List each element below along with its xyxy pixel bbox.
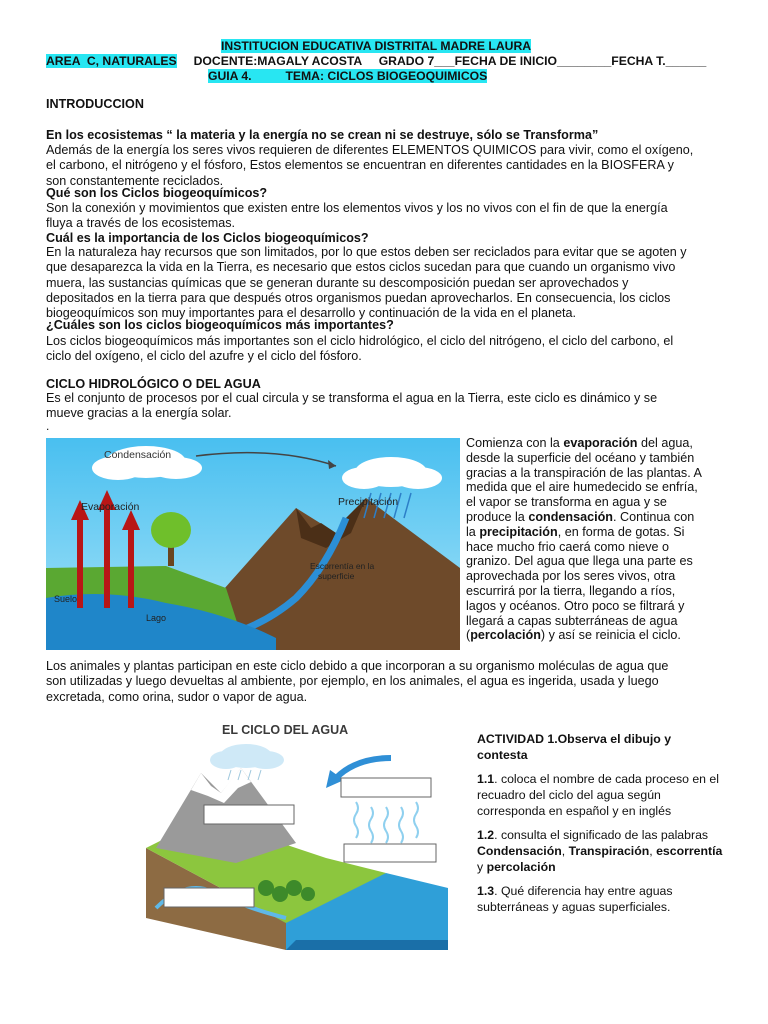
water-cycle-heading: CICLO HIDROLÓGICO O DEL AGUA — [46, 377, 261, 391]
school-title: INSTITUCION EDUCATIVA DISTRITAL MADRE LAURA — [221, 39, 532, 53]
water-cycle-diagram — [46, 438, 460, 650]
answer-box-1[interactable] — [204, 805, 294, 824]
intro-heading: INTRODUCCION — [46, 97, 144, 111]
question-2: Cuál es la importancia de los Ciclos biogeoquímicos? — [46, 231, 369, 245]
animals-paragraph: Los animales y plantas participan en este ciclo debido a que incorporan a su organismo moléculas de agua que son utilizadas y luego devueltas al ambiente, por ejemplo, en los animales, el agua es ingerida, usada y luego excretada, como orina, sudor o vapor de agua. — [46, 659, 669, 704]
activity-title: ACTIVIDAD 1.Observa el dibujo y contesta — [477, 732, 672, 762]
evaporation-arrow — [336, 758, 391, 778]
activity-item-3: 1.3. Qué diferencia hay entre aguas subterráneas y aguas superficiales. — [477, 884, 673, 914]
answer-box-4[interactable] — [164, 888, 254, 907]
rain-cloud — [210, 744, 284, 769]
label-lake: Lago — [146, 613, 167, 623]
vapor-lines — [354, 802, 418, 843]
label-evaporation: Evaporación — [81, 501, 140, 513]
intro-paragraph: Además de la energía los seres vivos requieren de diferentes ELEMENTOS QUIMICOS para vivir, como el oxígeno, el carbono, el nitrógeno y el fósforo, Estos elementos se encuentran en diferentes cantidades en la BIOSFERA y son constantemente reciclados. — [46, 143, 694, 188]
tree-crown — [151, 512, 191, 548]
answer-2: En la naturaleza hay recursos que son limitados, por lo que estos deben ser reciclados para evitar que se agoten y que desaparezca la vida en la Tierra, es necesario que estos ciclos sucedan para que cuando un organismo vivo muera, las sustancias químicas que se generan durante su descomposición puedan ser aprovechados y depositados en la tierra para que después otros organismos puedan aprovecharlos. En consecuencia, los ciclos biogeoquímicos son muy importantes para el desarrollo y continuación de la vida en el planeta. — [46, 245, 687, 321]
answer-3: Los ciclos biogeoquímicos más importantes son el ciclo hidrológico, el ciclo del nitrógeno, el ciclo del carbono, el ciclo del oxígeno, el ciclo del azufre y el ciclo del fósforo. — [46, 334, 674, 364]
intro-quote: En los ecosistemas “ la materia y la energía no se crean ni se destruye, sólo se Transforma” — [46, 128, 599, 142]
label-runoff-line1: Escorrentía en la — [310, 561, 375, 571]
activity-section — [477, 731, 725, 923]
diagram-title: EL CICLO DEL AGUA — [222, 723, 349, 737]
guide-topic-row — [208, 69, 487, 84]
activity-item-1: 1.1. coloca el nombre de cada proceso en el recuadro del ciclo del agua según corresponda en español y en inglés — [477, 772, 720, 818]
answer-box-3[interactable] — [344, 844, 436, 862]
label-soil: Suelo — [54, 594, 78, 604]
answer-box-2[interactable] — [341, 778, 431, 797]
header-info-row — [46, 54, 706, 69]
area-label: AREA C, NATURALES — [46, 54, 177, 68]
question-3: ¿Cuáles son los ciclos biogeoquímicos más importantes? — [46, 318, 394, 332]
question-1: Qué son los Ciclos biogeoquímicos? — [46, 186, 268, 200]
stray-dot: . — [46, 419, 50, 433]
activity-item-2: 1.2. consulta el significado de las palabras Condensación, Transpiración, escorrentía y percolación — [477, 828, 723, 874]
teacher-grade-dates: DOCENTE:MAGALY ACOSTA GRADO 7___FECHA DE INICIO________FECHA T.______ — [193, 54, 707, 68]
label-precipitation: Precipitación — [338, 496, 399, 508]
guide-number: GUIA 4. — [208, 69, 252, 83]
topic-title: TEMA: CICLOS BIOGEOQUIMICOS — [285, 69, 488, 83]
water-cycle-intro: Es el conjunto de procesos por el cual circula y se transforma el agua en la Tierra, este ciclo es dinámico y se mueve gracias a la energía solar. — [46, 391, 658, 421]
label-condensation: Condensación — [104, 449, 172, 461]
label-runoff-line2: superficie — [318, 571, 355, 581]
water-cycle-explanation: Comienza con la evaporación del agua, desde la superficie del océano y también gracias a la transpiración de las plantas. A medida que el aire humedecido se enfría, el vapor se transforma en agua y se produce la condensación. Continua con la precipitación, en forma de gotas. Si hace mucho frio caerá como nieve o granizo. Del agua que llega una parte es aprovechada por los seres vivos, otra escurrirá por la tierra, llegando a ríos, lagos y océanos. Otro poco se filtrará y llegará a capas subterráneas de agua (percolación) y así se reinicia el ciclo. — [466, 436, 702, 643]
water-cycle-worksheet-diagram — [146, 718, 448, 950]
answer-1: Son la conexión y movimientos que existen entre los elementos vivos y los no vivos con el fin de que la energía fluya a través de los ecosistemas. — [46, 201, 668, 231]
